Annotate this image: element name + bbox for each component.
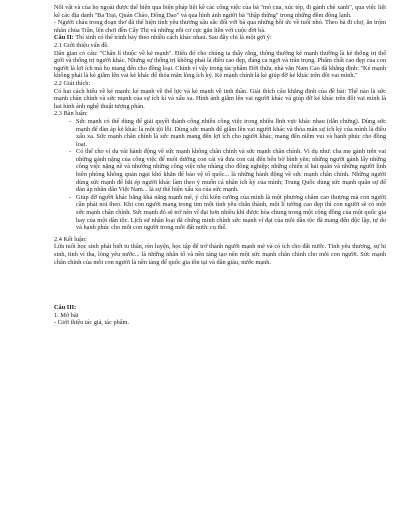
list-item: - Sức mạnh có thể dùng để giải quyết thành công nhiều công việc trong nhiều lĩnh vực khác nhau (dẫn chứng). Dùng sức mạnh để đàn áp kẻ khác là một tội lỗi. Dùng sức mạnh để giẫm lên vai người khác và thỏa mãn sự ích kỷ của mình là điều xấu xa. Sức mạnh chân chính là sức mạnh mang đến lợi ích cho người khác, mang đến niềm vui và hạnh phúc cho đồng loại.	[76, 118, 386, 148]
section-2-2-text: Có hai cách hiểu về kẻ mạnh: kẻ mạnh về thể lực và kẻ mạnh về tinh thần. Giải thích câu khẳng định của đề bài: Thế nào là sức mạnh chân chính và sức mạnh của sự ích kỉ và xấu xa. Hình ảnh giẫm lên vai người khác và giúp đỡ kẻ khác trên đôi vai mình là hai hình ảnh nghệ thuật tương phản.	[54, 87, 386, 110]
section-2-1-text: Dân gian có câu: "Chân lí thuộc về kẻ mạnh". Điều đó cho chúng ta thấy rằng, thông thường kẻ mạnh thường là kẻ thống trị thế giới và thống trị người khác. Nhưng sự thống trị không phải là điều cao đẹp, đáng ca ngợi và trân trọng. Phẩm chất cao đẹp của con người là lợi ích mà họ mang đến cho đồng loại. Chính vì vậy trong tác phẩm Đời thừa, nhà văn Nam Cao đã khẳng định: "Kẻ mạnh không phải là kẻ giẫm lên vai kẻ khác để thỏa mãn lòng ích kỷ. Kẻ mạnh chính là kẻ giúp đỡ kẻ khác trên đôi vai mình."	[54, 49, 386, 80]
cau2-intro: Thí sinh có thể trình bày theo nhiều cách khác nhau. Sau đây chỉ là một gợi ý:	[73, 34, 272, 42]
section-2-4-heading: 2.4 Kết luận:	[54, 235, 87, 243]
intro-paragraph-1: Nối vật và của họ ngoài được thể hiện qua biện pháp liệt kê các công việc của bà "mò cua, xúc tép, đi gánh chè xanh", qua việc liệt kê các địa danh "Ba Trại, Quán Cháo, Đồng Dao" và qua hình ảnh người bà "thập thững" trong những đêm đông lạnh.	[54, 4, 386, 19]
list-item: - Giúp đỡ người khác bằng khả năng mạnh mẽ, ý chí kiên cường của mình là một phương châm cao thượng mà con người cần phải noi theo. Khi con người mang trong tim một tình yêu chân thành, một lí tưởng cao đẹp thì con người sẽ có một sức mạnh chân chính. Sức mạnh đó sẽ trở nên vĩ đại hơn nhiều khi được hòa chung trong một cộng đồng của một quốc gia hay của một dân tộc. Lịch sử nhân loại đã chứng minh chính sức mạnh vĩ đại của mỗi dân tộc đã mang đến độc lập, tự do và hạnh phúc cho mỗi con người trong mỗi đất nước cụ thể.	[76, 194, 386, 232]
cau3-item-1: 1. Mở bài	[54, 311, 79, 319]
cau3-heading: Câu III:	[54, 304, 77, 312]
section-2-4-text: Lứa tuổi học sinh phải biết tu thân, rèn luyện, học tập để trở thành người mạnh mẽ và có ích cho đất nước. Tình yêu thương, sự hi sinh, tinh vì tha, lòng yêu nước... là những nhân tố và nền tảng tạo nên một sức mạnh chân chính cho mỗi con người. Sức mạnh chân chính của mỗi con người là nền tảng để quốc gia tồn tại và dân giàu, nước mạnh.	[54, 243, 386, 266]
spacer	[54, 266, 386, 304]
cau2-heading: Câu II:	[54, 34, 74, 42]
intro-paragraph-2: - Người cháu trong đoạn thơ đã thể hiện tình yêu thương sâu sắc đối với bà qua những hồi ức về tuổi nhỏ. Theo bà đi chợ, ăn trộm nhãn chùa Trần, lên chơi đền Cây Thị và những nỗi cơ cực gắn liền với cuộc đời bà.	[54, 19, 386, 34]
section-2-3-list	[54, 118, 386, 232]
list-item: - Có thể cho ví dụ vài hành động về sức mạnh không chân chính và sức mạnh chân chính. Ví dụ như: cha mẹ gánh trên vai những gánh nặng của công việc để nuôi dưỡng con cái và đưa con cái đến bến bờ bình yên; những người gánh lấy những công việc nặng nề và nhường những công việc nhẹ nhàng cho đồng nghiệp; những chiến sĩ hải quân và những người lính biên phòng không quản ngại khó khăn để bảo vệ tổ quốc... là những hành động về sức mạnh chân chính. Những người dùng sức mạnh để bắt ép người khác làm theo ý muốn cá nhân ích kỷ của mình; Trung Quốc dùng sức mạnh quân sự để đàn áp nhân dân Việt Nam... là sự thể hiện xấu xa của sức mạnh.	[76, 148, 386, 194]
cau3-item-2: - Giới thiệu tác giả, tác phẩm.	[54, 319, 130, 327]
section-2-2-heading: 2.2 Giải thích:	[54, 79, 91, 87]
section-2-1-heading: 2.1 Giới thiệu vấn đề.	[54, 41, 109, 49]
cau2-line	[54, 34, 386, 42]
section-2-3-heading: 2.3 Bàn luận:	[54, 110, 88, 118]
